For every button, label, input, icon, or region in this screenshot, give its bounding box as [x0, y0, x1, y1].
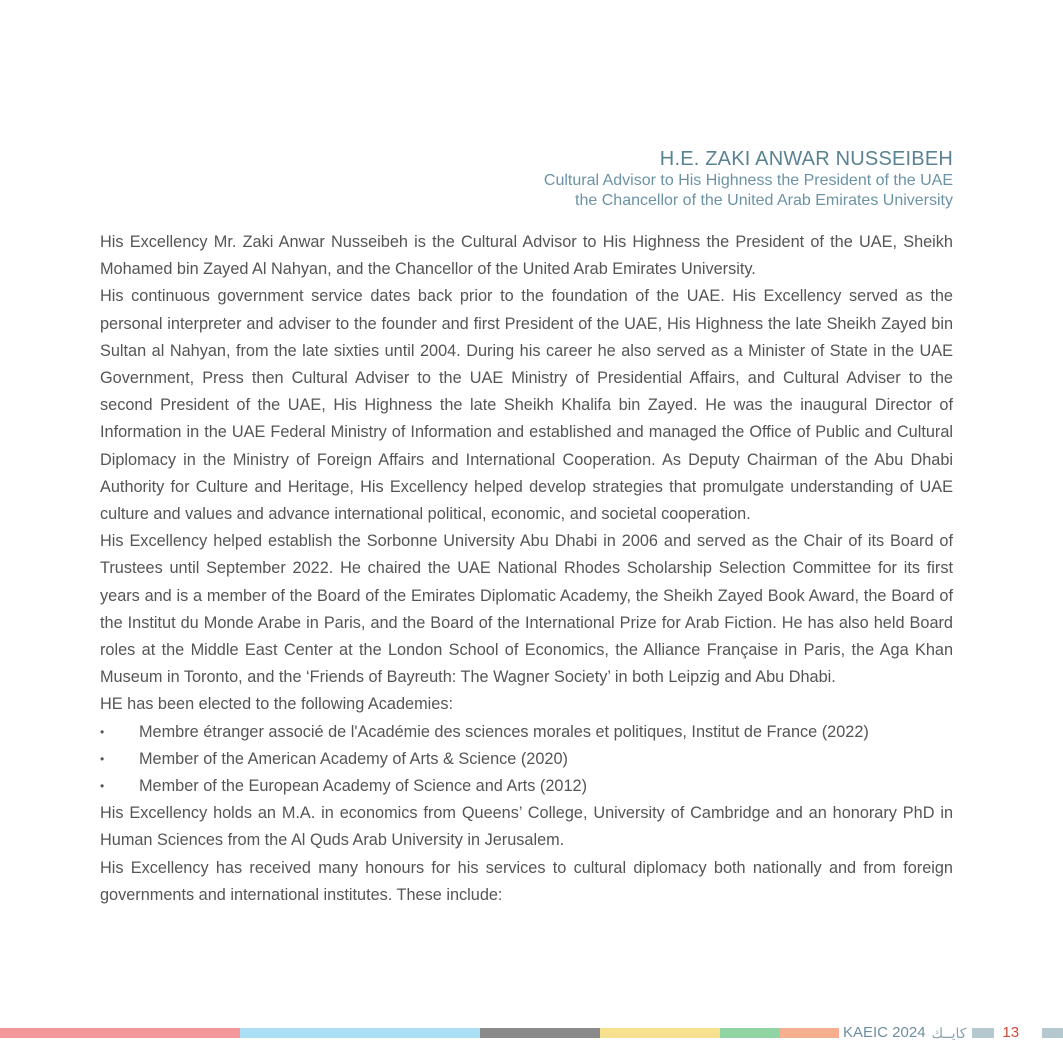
- person-title-line-2: the Chancellor of the United Arab Emirates University: [575, 192, 953, 209]
- bullet-icon: •: [100, 751, 105, 766]
- list-item: [100, 773, 953, 800]
- footer-branding: [843, 1023, 1019, 1043]
- paragraph-government-service: His continuous government service dates back prior to the foundation of the UAE. His Excellency served as the personal interpreter and adviser to the founder and first President of the UAE, His Highness the late Sheikh Zayed bin Sultan al Nahyan, from the late sixties until 2004. During his career he also served as a Minister of State in the UAE Government, Press then Cultural Adviser to the UAE Ministry of Presidential Affairs, and Cultural Adviser to the second President of the UAE, His Highness the late Sheikh Khalifa bin Zayed. He was the inaugural Director of Information in the UAE Federal Ministry of Information and established and managed the Office of Public and Cultural Diplomacy in the Ministry of Foreign Affairs and International Cooperation. As Deputy Chairman of the Abu Dhabi Authority for Culture and Heritage, His Excellency helped develop strategies that promulgate understanding of UAE culture and values and advance international political, economic, and societal cooperation.: [100, 287, 953, 524]
- paragraph-honours: His Excellency has received many honours for his services to cultural diplomacy both nationally and from foreign governments and international institutes. These include:: [100, 858, 953, 904]
- footer-divider-block: [972, 1028, 994, 1038]
- paragraph-academies-intro: HE has been elected to the following Academies:: [100, 695, 453, 714]
- paragraph-intro: His Excellency Mr. Zaki Anwar Nusseibeh is the Cultural Advisor to His Highness the President of the UAE, Sheikh Mohamed bin Zayed Al Nahyan, and the Chancellor of the United Arab Emirates University.: [100, 233, 953, 279]
- list-item: [100, 719, 953, 746]
- color-bar-segment-red: [0, 1028, 240, 1038]
- person-title-line-1: Cultural Advisor to His Highness the President of the UAE: [543, 172, 953, 189]
- bullet-icon: •: [100, 779, 105, 794]
- color-bar-segment-yellow: [600, 1028, 720, 1038]
- bio-header: [544, 147, 953, 211]
- person-name: H.E. ZAKI ANWAR NUSSEIBEH: [659, 148, 953, 170]
- bio-body: [100, 229, 953, 909]
- academy-label: Membre étranger associé de l'Académie des sciences morales et politiques, Institut de France (2022): [139, 722, 869, 741]
- footer-label: KAEIC 2024: [843, 1024, 926, 1041]
- footer-arabic-label: كايــك: [931, 1025, 967, 1041]
- color-bar-segment-blue: [240, 1028, 480, 1038]
- academy-label: Member of the European Academy of Science and Arts (2012): [139, 777, 587, 796]
- page-number: 13: [1002, 1024, 1020, 1041]
- academies-list: [100, 719, 953, 801]
- bullet-icon: •: [100, 724, 105, 739]
- color-bar-segment-salmon: [780, 1028, 839, 1038]
- footer-end-block: [1042, 1028, 1063, 1038]
- paragraph-boards: His Excellency helped establish the Sorbonne University Abu Dhabi in 2006 and served as the Chair of its Board of Trustees until September 2022. He chaired the UAE National Rhodes Scholarship Selection Committee for its first years and is a member of the Board of the Emirates Diplomatic Academy, the Sheikh Zayed Book Award, the Board of the Institut du Monde Arabe in Paris, and the Board of the International Prize for Arab Fiction. He has also held Board roles at the Middle East Center at the London School of Economics, the Alliance Française in Paris, the Aga Khan Museum in Toronto, and the ‘Friends of Bayreuth: The Wagner Society’ in both Leipzig and Abu Dhabi.: [100, 532, 953, 687]
- color-bar-segment-gray: [480, 1028, 600, 1038]
- academy-label: Member of the American Academy of Arts & Science (2020): [139, 749, 568, 768]
- list-item: [100, 746, 953, 773]
- paragraph-education: His Excellency holds an M.A. in economics from Queens’ College, University of Cambridge and an honorary PhD in Human Sciences from the Al Quds Arab University in Jerusalem.: [100, 804, 953, 850]
- color-bar-segment-green: [720, 1028, 780, 1038]
